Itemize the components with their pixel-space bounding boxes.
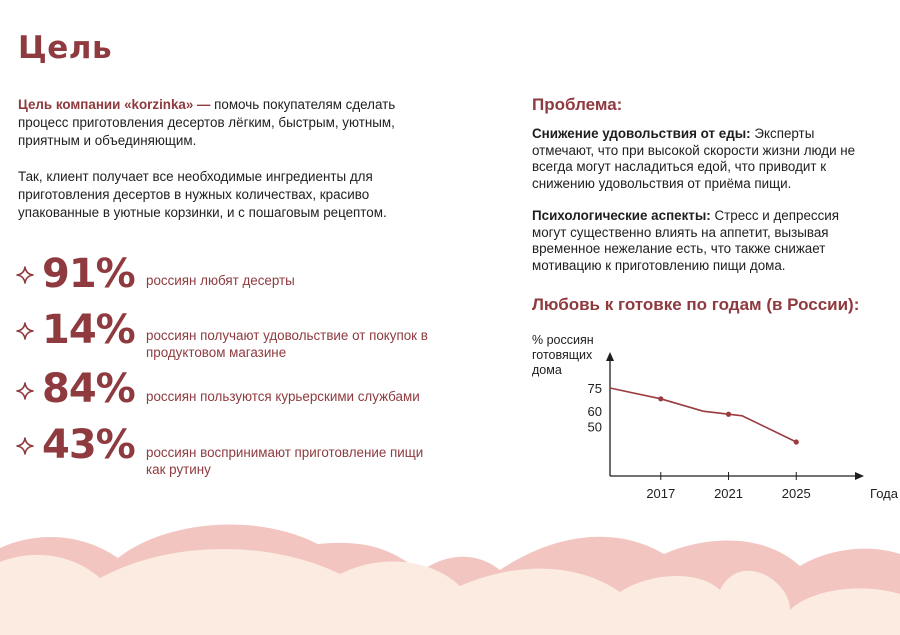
x-axis-label: Года (870, 486, 898, 501)
problem-paragraph-2 (532, 208, 872, 274)
x-axis-arrow (855, 472, 864, 480)
stat-item (16, 307, 456, 360)
data-point (726, 412, 731, 417)
problem-term-1: Снижение удовольствия от еды: (532, 126, 751, 141)
y-tick-label: 50 (587, 419, 602, 435)
sparkle-icon (16, 437, 34, 455)
problem-text-2: Стресс и депрессия могут существенно влиять на аппетит, вызывая временное нежелание есть, что также снижает мотивацию к приготовлению пищи дома. (532, 208, 840, 273)
problem-paragraph-1 (532, 126, 872, 192)
problem-heading: Проблема: (532, 95, 623, 114)
stat-text: россиян получают удовольствие от покупок в продуктовом магазине (146, 328, 428, 360)
x-tick-label: 2021 (714, 486, 743, 501)
problem-text-1: Эксперты отмечают, что при высокой скорости жизни люди не всегда могут насладиться едой, что приводит к снижению удовольствия от приёма пищи. (532, 126, 856, 191)
stat-item (16, 366, 456, 416)
data-point (658, 396, 663, 401)
problem-block (532, 126, 872, 290)
intro-text-1: помочь покупателям сделать процесс приготовления десертов лёгким, быстрым, уютным, приятным и объединяющим. (18, 97, 396, 148)
decorative-waves (0, 510, 900, 635)
x-tick-label: 2017 (646, 486, 676, 501)
problem-term-2: Психологические аспекты: (532, 208, 711, 223)
stat-text: россиян воспринимают приготовление пищи как рутину (146, 445, 424, 477)
y-axis-arrow (606, 352, 614, 361)
stat-value: 14% (42, 307, 135, 353)
y-tick-label: 60 (587, 404, 602, 420)
brand-lead: Цель компании «korzinka» — (18, 97, 211, 112)
data-point (794, 439, 799, 444)
stat-value: 43% (42, 422, 135, 468)
stat-text: россиян пользуются курьерскими службами (146, 389, 420, 404)
stat-value: 84% (42, 366, 135, 412)
intro-block (18, 96, 438, 240)
stat-item (16, 251, 456, 301)
sparkle-icon (16, 382, 34, 400)
stat-value: 91% (42, 251, 135, 297)
series-line (610, 388, 796, 442)
y-tick-label: 75 (587, 381, 602, 396)
y-axis-label: дома (532, 363, 562, 377)
intro-paragraph-2: Так, клиент получает все необходимые ингредиенты для приготовления десертов в нужных количествах, красиво упакованные в уютные корзинки, и с пошаговым рецептом. (18, 169, 387, 220)
cooking-line-chart (528, 330, 898, 510)
page-title: Цель (18, 30, 113, 66)
sparkle-icon (16, 322, 34, 340)
intro-paragraph-1 (18, 96, 438, 150)
stat-item (16, 422, 456, 477)
sparkle-icon (16, 266, 34, 284)
y-axis-label: готовящих (532, 348, 593, 362)
stat-text: россиян любят десерты (146, 273, 295, 288)
chart-heading: Любовь к готовке по годам (в России): (532, 295, 860, 314)
y-axis-label: % россиян (532, 333, 594, 347)
x-tick-label: 2025 (781, 486, 811, 501)
